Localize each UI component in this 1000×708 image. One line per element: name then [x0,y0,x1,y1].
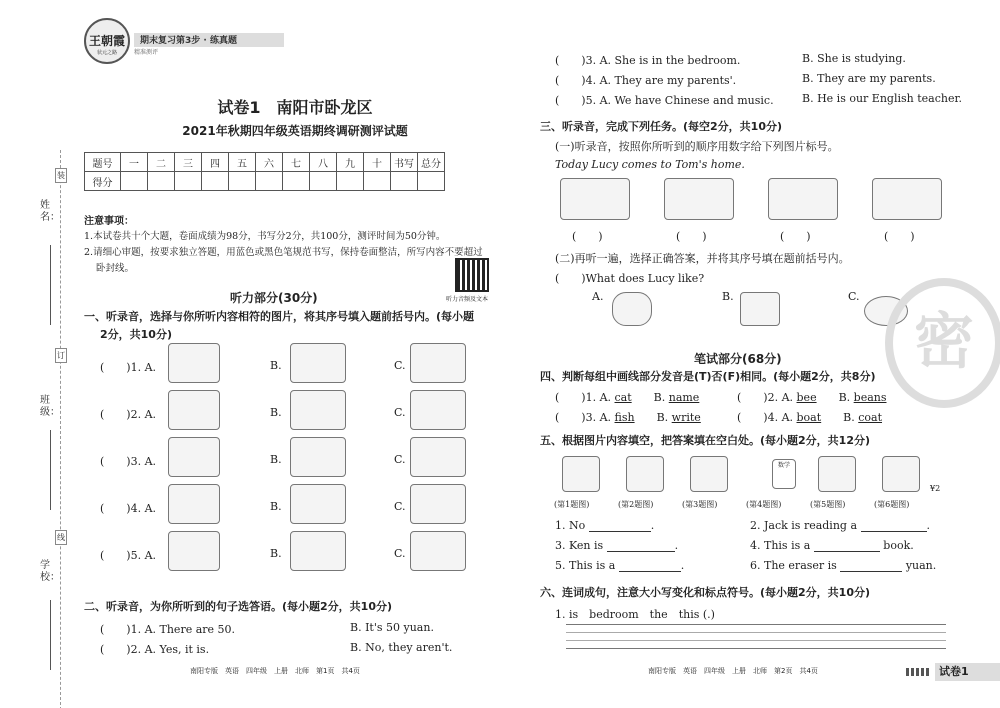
kite-icon [290,437,346,477]
camera-icon [410,437,466,477]
s1-q-label: ( )4. A. [100,502,157,515]
football-kids-icon [168,531,220,571]
footer-right: 南阳专版 英语 四年级 上册 北师 第2页 共4页 [648,667,818,675]
s1-opt-b: B. [270,406,282,419]
s2-q2b: B. No, they aren't. [350,641,453,654]
score-head-cell: 总分 [418,153,445,172]
score-cell[interactable] [391,172,418,191]
s2-q5a: ( )5. A. We have Chinese and music. [555,94,774,107]
score-cell[interactable] [229,172,256,191]
score-cell[interactable] [364,172,391,191]
s5-q6: 6. The eraser is yuan. [750,559,937,572]
bedroom-icon [872,178,942,220]
s2-q2a: ( )2. A. Yes, it is. [100,643,210,656]
score-head-cell: 八 [310,153,337,172]
price-tag: ¥2 [930,484,941,493]
paper-subtitle: 2021年秋期四年级英语期终调研测评试题 [182,124,408,138]
s5-q4: 4. This is a book. [750,539,914,552]
s3-title: 三、听录音，完成下列任务。(每空2分，共10分) [540,120,783,133]
score-table [84,152,445,191]
s3-opt-c: C. [848,290,860,303]
picture-caption: (第2题图) [618,500,654,509]
bedroom-icon [290,343,346,383]
boy-reading-icon [626,456,664,492]
s1-opt-c: C. [394,547,406,560]
notes-heading: 注意事项： [84,216,134,227]
writing-line[interactable] [566,624,946,625]
s5-q1: 1. No . [555,519,655,532]
no-drinking-sign-icon [562,456,600,492]
score-head-cell: 七 [283,153,310,172]
writing-line[interactable] [566,648,946,649]
school-label: 学校： [40,560,60,583]
s4-title: 四、判断每组中画线部分发音是(T)否(F)相同。(每小题2分，共8分) [540,370,876,383]
score-cell[interactable] [310,172,337,191]
score-head-cell: 一 [121,153,148,172]
bedroom-icon [168,343,220,383]
s1-opt-b: B. [270,547,282,560]
picture-caption: (第4题图) [746,500,782,509]
picture-caption: (第6题图) [874,500,910,509]
footer-left: 南阳专版 英语 四年级 上册 北师 第1页 共4页 [190,667,360,675]
order-blank[interactable]: ( ) [884,230,915,243]
binding-line [60,150,61,708]
note-2b: 卧封线。 [96,263,135,274]
radio-icon [410,390,466,430]
fridge-icon [290,531,346,571]
header-tag: 期末复习第3步 · 练真题 [134,33,284,47]
s1-title: 一、听录音，选择与你所听内容相符的图片，将其序号填入题前括号内。(每小题 [84,310,475,323]
logo-sub2: 精准测评 [134,49,159,56]
s1-opt-b: B. [270,453,282,466]
s4-item-2: ( )2. A. bee B. beans [737,391,887,404]
picture-caption: (第3题图) [682,500,718,509]
secret-stamp: 密 [885,278,1000,408]
s5-q5: 5. This is a . [555,559,685,572]
s1-title2: 2分，共10分) [100,328,172,341]
glasses-icon [410,484,466,524]
s1-opt-b: B. [270,500,282,513]
s5-q3: 3. Ken is . [555,539,679,552]
s1-opt-c: C. [394,500,406,513]
s2-q5b: B. He is our English teacher. [802,92,963,105]
score-cell[interactable] [337,172,364,191]
eraser-icon [882,456,920,492]
score-cell[interactable] [175,172,202,191]
order-blank[interactable]: ( ) [676,230,707,243]
s2-q4a: ( )4. A. They are my parents'. [555,74,737,87]
score-row-label: 得分 [85,172,121,191]
name-field[interactable] [50,245,51,325]
s1-opt-c: C. [394,359,406,372]
order-blank[interactable]: ( ) [780,230,811,243]
logo-text: 王朝霞 [88,34,125,48]
score-head-cell: 九 [337,153,364,172]
school-field[interactable] [50,600,51,670]
blank-field[interactable] [814,551,880,552]
math-book-icon: 数学 [772,459,796,489]
laptop-icon [818,456,856,492]
s5-title: 五、根据图片内容填空，把答案填在空白处。(每小题2分，共12分) [540,434,871,447]
s1-q-label: ( )3. A. [100,455,157,468]
score-head-cell: 三 [175,153,202,172]
blank-field[interactable] [861,531,927,532]
s3-opt-b: B. [722,290,734,303]
blank-field[interactable] [589,531,651,532]
bread-icon [740,292,780,326]
s3-question: ( )What does Lucy like? [555,272,705,285]
socks-icon [290,484,346,524]
s1-opt-b: B. [270,359,282,372]
fold-mark: 装 [55,168,67,183]
page-mark [906,668,930,676]
writing-line[interactable] [566,632,946,633]
blank-field[interactable] [619,571,681,572]
score-head-cell: 十 [364,153,391,172]
s3-part1: (一)听录音，按照你所听到的顺序用数字给下列图片标号。 [555,140,839,153]
boy-drinking-icon [690,456,728,492]
written-heading: 笔试部分(68分) [694,352,782,366]
picture-caption: (第1题图) [554,500,590,509]
score-cell[interactable] [148,172,175,191]
kitchen-icon [664,178,734,220]
page-tag: 试卷1 [935,663,1000,681]
class-label: 班级： [40,395,60,418]
s2-q4b: B. They are my parents. [802,72,936,85]
keys-icon [168,484,220,524]
s1-opt-c: C. [394,453,406,466]
laptop-icon [168,390,220,430]
score-head-cell: 二 [148,153,175,172]
score-cell[interactable] [283,172,310,191]
s5-q2: 2. Jack is reading a . [750,519,931,532]
s1-q-label: ( )5. A. [100,549,157,562]
order-blank[interactable]: ( ) [572,230,603,243]
fold-mark: 线 [55,530,67,545]
note-1: 1.本试卷共十个大题，卷面成绩为98分，书写分2分，共100分，测评时间为50分钟。 [84,231,446,242]
s4-item-4: ( )4. A. boat B. coat [737,411,883,424]
qr-caption: 听力音频及文本 [446,296,489,303]
score-head-cell: 题号 [85,153,121,172]
s1-opt-c: C. [394,406,406,419]
s6-q1: 1. is bedroom the this (.) [555,608,715,621]
cake-icon [612,292,652,326]
s1-q-label: ( )1. A. [100,361,157,374]
s3-part2: (二)再听一遍，选择正确答案，并将其序号填在题前括号内。 [555,252,850,265]
s2-q1b: B. It's 50 yuan. [350,621,434,634]
s4-item-3: ( )3. A. fish B. write [555,411,701,424]
qr-code[interactable] [455,258,489,292]
s3-story: Today Lucy comes to Tom's home. [555,158,745,171]
s6-title: 六、连词成句，注意大小写变化和标点符号。(每小题2分，共10分) [540,586,871,599]
class-field[interactable] [50,430,51,510]
hat-icon [290,390,346,430]
note-2: 2.请细心审题，按要求独立答题，用蓝色或黑色笔规范书写，保持卷面整洁，所写内容不要超过 [84,247,483,258]
writing-line[interactable] [566,640,946,641]
score-head-cell: 五 [229,153,256,172]
score-head-cell: 书写 [391,153,418,172]
s2-q3a: ( )3. A. She is in the bedroom. [555,54,741,67]
s4-item-1: ( )1. A. cat B. name [555,391,700,404]
score-cell[interactable] [418,172,445,191]
pingpong-kids-icon [410,531,466,571]
s2-title: 二、听录音，为你所听到的句子选答语。(每小题2分，共10分) [84,600,393,613]
living-room-icon [410,343,466,383]
s2-q3b: B. She is studying. [802,52,906,65]
score-head-cell: 四 [202,153,229,172]
s1-q-label: ( )2. A. [100,408,157,421]
logo-sub: 状元之路 [96,50,117,56]
brand-logo [84,18,130,64]
blank-field[interactable] [840,571,902,572]
s2-q1a: ( )1. A. There are 50. [100,623,236,636]
paper-title: 试卷1 南阳市卧龙区 [217,98,373,117]
score-cell[interactable] [121,172,148,191]
picture-caption: (第5题图) [810,500,846,509]
score-cell[interactable] [202,172,229,191]
score-cell[interactable] [256,172,283,191]
name-label: 姓名： [40,200,60,223]
study-room-icon [560,178,630,220]
score-head-cell: 六 [256,153,283,172]
s3-opt-a: A. [592,290,604,303]
fold-mark: 订 [55,348,67,363]
living-room-icon [768,178,838,220]
listening-heading: 听力部分(30分) [230,291,318,305]
blank-field[interactable] [607,551,675,552]
pen-icon [168,437,220,477]
